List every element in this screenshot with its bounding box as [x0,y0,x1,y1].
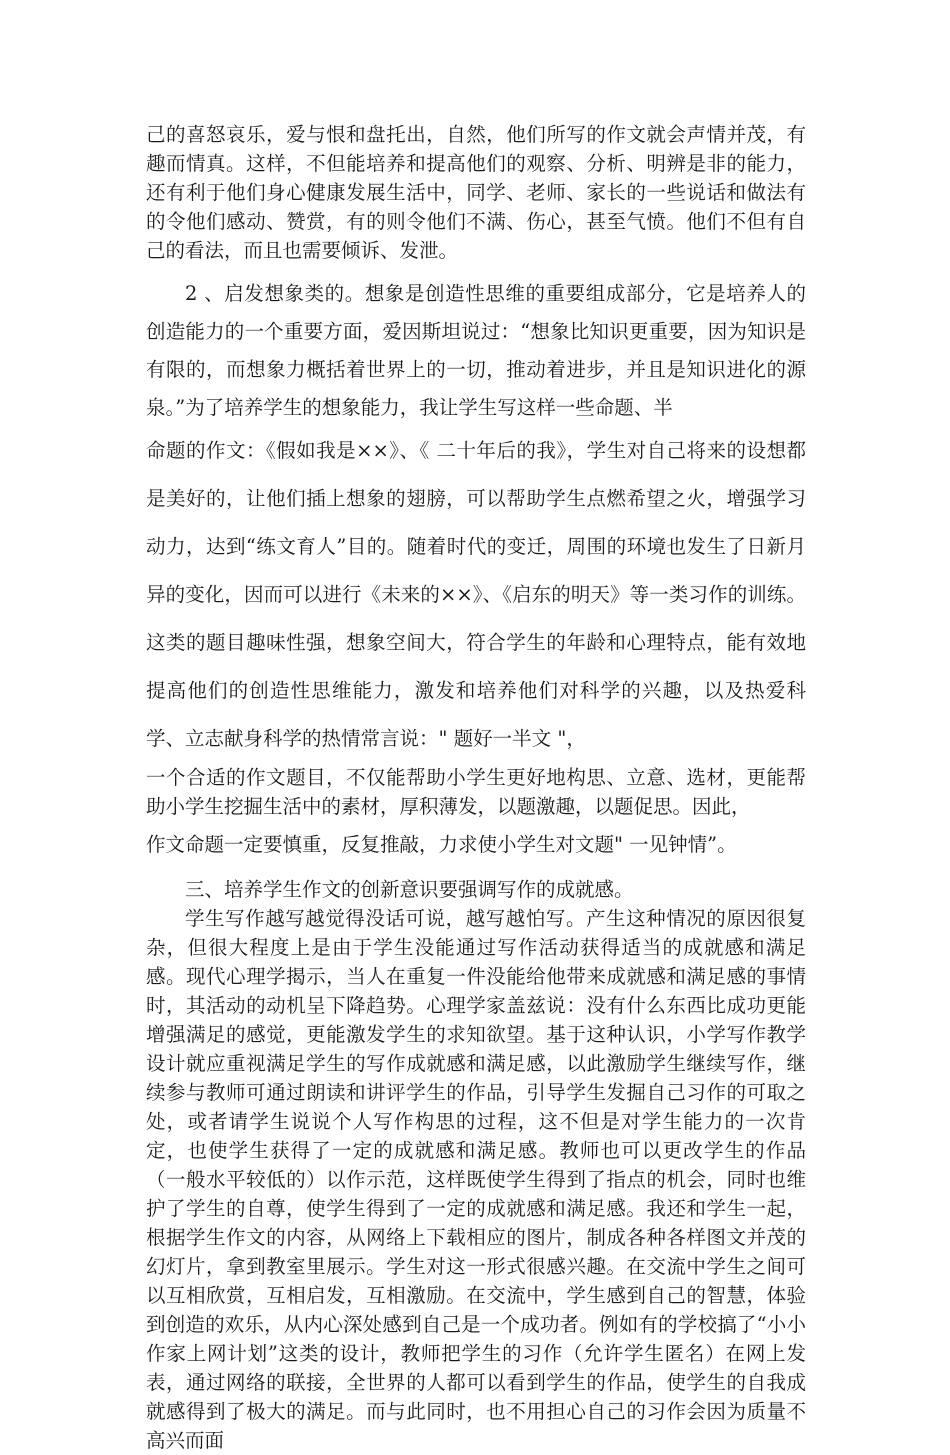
paragraph-3: 学生写作越写越觉得没话可说，越写越怕写。产生这种情况的原因很复杂，但很大程度上是由于学生没能通过写作活动获得适当的成就感和满足感。现代心理学揭示，当人在重复一件没能给他带来成就感和满足感的事情时，其活动的动机呈下降趋势。心理学家盖兹说：没有什么东西比成功更能增强满足的感觉，更能激发学生的求知欲望。基于这种认识，小学写作教学设计就应重视满足学生的写作成就感和满足感，以此激励学生继续写作，继续参与教师可通过朗读和讲评学生的作品，引导学生发掘自己习作的可取之处，或者请学生说说个人写作构思的过程，这不但是对学生能力的一次肯定，也使学生获得了一定的成就感和满足感。教师也可以更改学生的作品（一般水平较低的）以作示范，这样既使学生得到了指点的机会，同时也维护了学生的自尊，使学生得到了一定的成就感和满足感。我还和学生一起，根据学生作文的内容，从网络上下载相应的图片，制成各种各样图文并茂的幻灯片，拿到教室里展示。学生对这一形式很感兴趣。在交流中学生之间可以互相欣赏，互相启发，互相激励。在交流中，学生感到自己的智慧，体验到创造的欢乐，从内心深处感到自己是一个成功者。例如有的学校搞了“小小作家上网计划”这类的设计，教师把学生的习作（允许学生匿名）在网上发表，通过网络的联接，全世界的人都可以看到学生的作品，使学生的自我成就感得到了极大的满足。而与此同时，也不用担心自己的习作会因为质量不高兴而面 [146,907,806,1452]
paragraph-2b: 命题的作文：《假如我是××》、《 二十年后的我》，学生对自己将来的设想都是美好的，让他们插上想象的翅膀，可以帮助学生点燃希望之火，增强学习动力，达到“练文育人”目的。随着时代的变迁，周围的环境也发生了日新月异的变化，因而可以进行《未来的××》、《启东的明天》等一类习作的训练。这类的题目趣味性强，想象空间大，符合学生的年龄和心理特点，能有效地提高他们的创造性思维能力，激发和培养他们对科学的兴趣，以及热爱科学、立志献身科学的热情常言说：" 题好一半文 "， [146,439,806,750]
paragraph-1: 己的喜怒哀乐，爱与恨和盘托出，自然，他们所写的作文就会声情并茂，有趣而情真。这样，不但能培养和提高他们的观察、分析、明辨是非的能力，还有利于他们身心健康发展生活中，同学、老师、家长的一些说话和做法有的令他们感动、赞赏，有的则令他们不满、伤心，甚至气愤。他们不但有自己的看法，而且也需要倾诉、发泄。 [146,123,806,262]
section-heading-3: 三、培养学生作文的创新意识要强调写作的成就感。 [185,878,634,901]
paragraph-2d: 作文命题一定要慎重，反复推敲，力求使小学生对文题" 一见钟情”。 [146,833,737,856]
document-page [146,120,806,1455]
paragraph-2a: 2 、启发想象类的。想象是创造性思维的重要组成部分，它是培养人的创造能力的一个重要方面，爱因斯坦说过：“想象比知识更重要，因为知识是有限的，而想象力概括着世界上的一切，推动着进步，并且是知识进化的源泉。”为了培养学生的想象能力，我让学生写这样一些命题、半 [146,282,806,419]
paragraph-2c: 一个合适的作文题目，不仅能帮助小学生更好地构思、立意、选材，更能帮助小学生挖掘生活中的素材，厚积薄发，以题激趣，以题促思。因此， [146,766,806,818]
